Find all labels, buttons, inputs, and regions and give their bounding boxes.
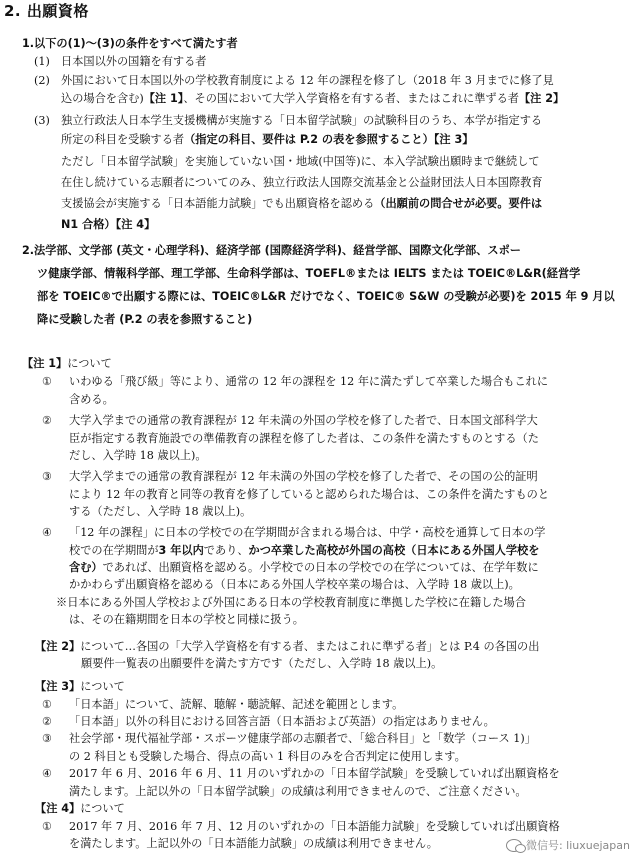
note1-item4-line2a: 校での在学期間が <box>69 543 159 557</box>
s1-item2-mark: (2) <box>34 74 50 87</box>
note4-item1-mark: ① <box>42 819 53 833</box>
note1-item1-mark: ① <box>42 374 53 388</box>
s1-item3-line2 <box>61 133 473 147</box>
note4-heading <box>35 802 125 816</box>
note2-line1 <box>35 640 539 654</box>
note3-item1-mark: ① <box>42 697 53 711</box>
note1-item2-mark: ② <box>42 414 53 428</box>
note4-item1-line2: を満たします。上記以外の「日本語能力試験」の成績は利用できません。 <box>69 837 438 850</box>
note3-ref: 【注 3】 <box>433 133 474 146</box>
note3-item3-mark: ③ <box>42 732 53 746</box>
s2-line1: 2.法学部、文学部 (英文・心理学科)、経済学部 (国際経済学科)、経営学部、国際文化学部、スポー <box>22 244 521 257</box>
note3-item3-line1: 社会学部・現代福祉学部・スポーツ健康学部の志願者で、「総合科目」と「数学（コース 1)」 <box>69 732 536 746</box>
s1-item3-line6a: N1 合格） <box>61 218 116 231</box>
note2-tag: 【注 2】 <box>35 639 81 653</box>
note1-item4-line2b: 3 年以内 <box>158 543 204 557</box>
note1-ref: 【注 1】 <box>143 92 184 105</box>
note4-tag: 【注 4】 <box>35 802 81 816</box>
note1-tag: 【注 1】 <box>22 357 68 371</box>
s1-item3-line4: 在住し続けている志願者についてのみ、独立行政法人国際交流基金と公益財団法人日本国際教育 <box>61 176 543 189</box>
note1-item3-line3: する（ただし、入学時 18 歳以上)。 <box>69 505 252 518</box>
s2-line3: 部を TOEIC®で出願する際には、TOEIC®L&R だけでなく、TOEIC® S&W の受験が必要)を 2015 年 9 月以 <box>37 290 615 303</box>
note1-item3-mark: ③ <box>42 470 53 484</box>
note1-item4-line2c: であり、 <box>203 543 249 557</box>
note1-item4-line4: かかわらず出願資格を認める（日本にある外国人学校卒業の場合は、入学時 18 歳以上)。 <box>69 578 520 592</box>
note2-line1-text: について…各国の「大学入学資格を有する者、またはこれに準ずる者」とは P.4 の各国の出 <box>80 639 540 653</box>
s1-item3-line3: ただし「日本留学試験」を実施していない国・地域(中国等)に、本入学試験出願時まで継続して <box>61 155 540 168</box>
s1-item3-mark: (3) <box>34 114 50 127</box>
s1-item1-mark: (1) <box>34 55 50 68</box>
s1-heading: 1.以下の(1)～(3)の条件をすべて満たす者 <box>22 37 238 50</box>
note3-item4-line1: 2017 年 6 月、2016 年 6 月、11 月のいずれかの「日本留学試験」を受験していれば出願資格を <box>69 767 560 781</box>
note3-item4-line2: 満たします。上記以外の「日本留学試験」の成績は利用できませんので、ご注意ください。 <box>69 784 527 798</box>
s1-item3-line5a: 支援協会が実施する「日本語能力試験」でも出願資格を認める <box>61 197 375 210</box>
note3-heading <box>35 680 125 694</box>
note1-item4-line1: 「12 年の課程」に日本の学校での在学期間が含まれる場合は、中学・高校を通算して日本の学 <box>69 526 546 540</box>
note1-remark-line1: ※日本にある外国人学校および外国にある日本の学校教育制度に準拠した学校に在籍した場合 <box>56 595 526 609</box>
s2-line4: 降に受験した者 (P.2 の表を参照すること) <box>37 313 253 326</box>
s1-item2-line2a: 込の場合を含む) <box>61 92 144 105</box>
s1-item1-line1: 日本国以外の国籍を有する者 <box>61 55 207 68</box>
s1-item3-line2a: 所定の科目を受験する者 <box>61 133 185 146</box>
s1-item2-line1: 外国において日本国以外の学校教育制度による 12 年の課程を修了し（2018 年 3 月までに修了見 <box>61 74 554 87</box>
note3-item3-line2: の 2 科目とも受験した場合、得点の高い 1 科目のみを合否判定に使用します。 <box>69 749 466 763</box>
watermark-text: 微信号: liuxuejapan <box>525 839 630 852</box>
note1-item4-line2d: かつ卒業した高校が外国の高校（日本にある外国人学校を <box>248 543 540 557</box>
wechat-icon <box>506 839 522 852</box>
note1-remark-line2: は、その在籍期間を日本の学校と同様に扱う。 <box>69 613 304 627</box>
note3-item2-line1: 「日本語」以外の科目における回答言語（日本語および英語）の指定はありません。 <box>69 715 495 728</box>
note1-item4-line2 <box>69 544 539 558</box>
note3-label: について <box>80 680 125 694</box>
note1-item3-line1: 大学入学までの通常の教育課程が 12 年未満の外国の学校を修了した者で、その国の公的証明 <box>69 470 538 484</box>
note1-item4-mark: ④ <box>42 526 53 540</box>
note1-item2-line1: 大学入学までの通常の教育課程が 12 年未満の外国の学校を修了した者で、日本国文部科学大 <box>69 414 538 428</box>
s2-line2: ツ健康学部、情報科学部、理工学部、生命科学部は、TOEFL®または IELTS または TOEIC®L&R(経営学 <box>37 267 581 280</box>
note1-item4-line3a: 含む） <box>69 560 103 574</box>
s1-item3-line1: 独立行政法人日本学生支援機構が実施する「日本留学試験」の試験科目のうち、本学が指定する <box>61 114 543 127</box>
note1-item4-line3 <box>69 561 539 575</box>
s1-item2-line2 <box>61 92 564 106</box>
note1-item3-line2: により 12 年の教育と同等の教育を修了していると認められた場合は、この条件を満たすものと <box>69 487 550 501</box>
note1-item2-line2: 臣が指定する教育施設での準備教育の課程を修了した者は、この条件を満たすものとする（た <box>69 431 539 445</box>
note3-item1-line1: 「日本語」について、読解、聴解・聴読解、記述を範囲とします。 <box>69 697 404 711</box>
note3-tag: 【注 3】 <box>35 680 81 694</box>
s1-item3-line5b: （出願前の問合せが必要。要件は <box>374 197 543 210</box>
s1-item3-line2b: （指定の科目、要件は P.2 の表を参照すること） <box>184 133 434 146</box>
note1-item2-line3: だし、入学時 18 歳以上)。 <box>69 449 207 463</box>
note1-item1-line2: 含める。 <box>69 393 114 407</box>
s1-item2-line2c: 、その国において大学入学資格を有する者、またはこれに準ずる者 <box>183 92 519 105</box>
note2-line2: 願要件一覧表の出願要件を満たす方です（ただし、入学時 18 歳以上)。 <box>81 657 443 671</box>
s1-item3-line5 <box>61 197 542 211</box>
watermark <box>506 837 630 853</box>
note2-ref: 【注 2】 <box>518 92 565 105</box>
note1-item4-line3b: であれば、出願資格を認める。小学校での日本の学校での在学については、在学年数に <box>102 560 539 574</box>
s1-item3-line6 <box>61 218 155 232</box>
note1-label: について <box>67 357 112 371</box>
note4-ref: 【注 4】 <box>115 218 156 231</box>
section-title: 2. 出願資格 <box>4 2 89 20</box>
note1-heading <box>22 357 112 371</box>
note3-item2-mark: ② <box>42 715 53 728</box>
note1-item1-line1: いわゆる「飛び級」等により、通常の 12 年の課程を 12 年に満たずして卒業した場合もこれに <box>69 374 549 388</box>
note3-item4-mark: ④ <box>42 767 53 781</box>
note4-item1-line1: 2017 年 7 月、2016 年 7 月、12 月のいずれかの「日本語能力試験」を受験していれば出願資格 <box>69 819 560 833</box>
note4-label: について <box>80 802 125 816</box>
